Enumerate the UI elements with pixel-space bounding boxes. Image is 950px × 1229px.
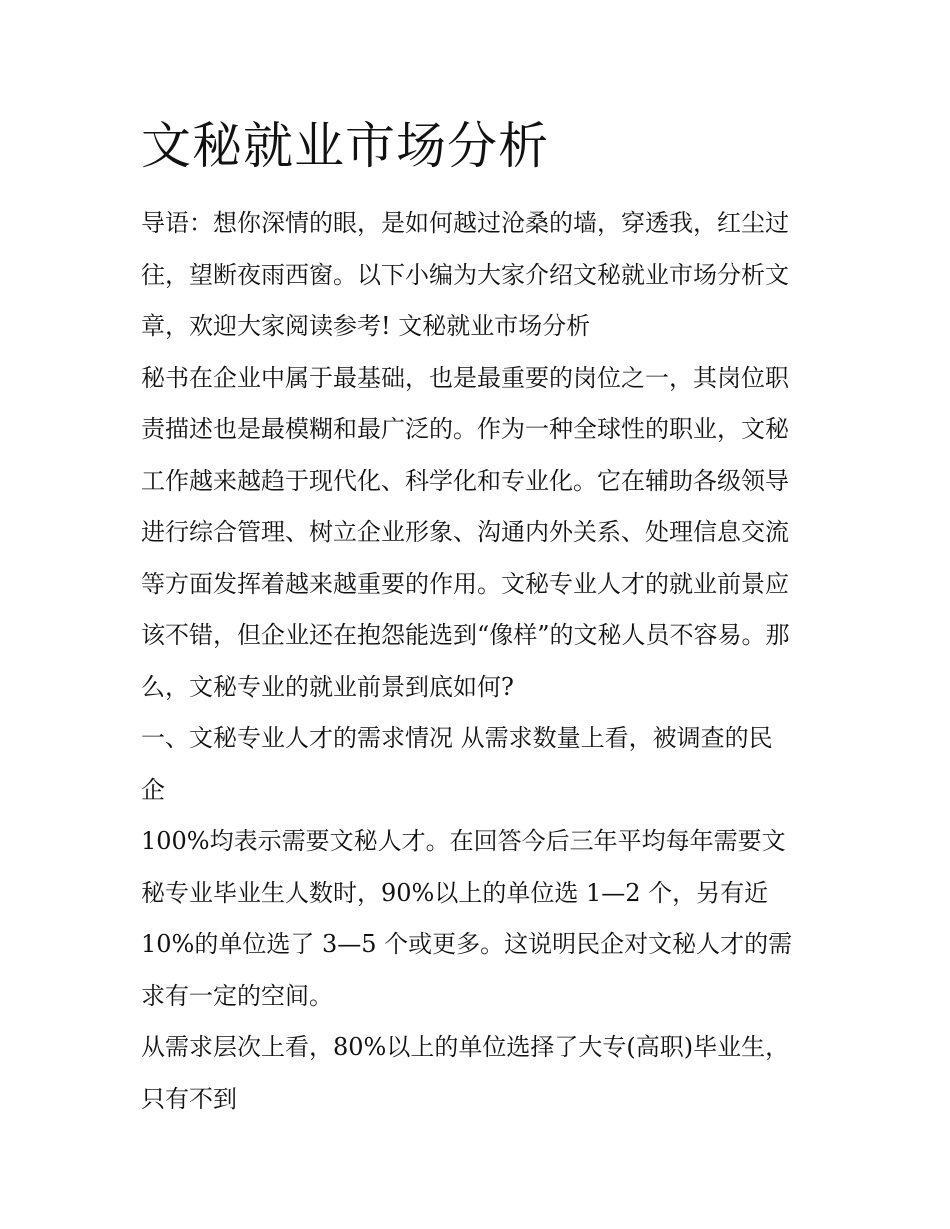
paragraph-line: 只有不到 xyxy=(141,1084,237,1113)
intro-paragraph xyxy=(141,198,816,353)
paragraph-line: 导语：想你深情的眼，是如何越过沧桑的墙，穿透我，红尘过 xyxy=(141,209,789,237)
paragraph-line: 该不错，但企业还在抱怨能选到“像样”的文秘人员不容易。那 xyxy=(141,621,790,649)
demand-quantity-paragraph xyxy=(141,816,816,1022)
paragraph-line: 工作越来越趋于现代化、科学化和专业化。它在辅助各级领导 xyxy=(141,466,789,495)
paragraph-line: 责描述也是最模糊和最广泛的。作为一种全球性的职业，文秘 xyxy=(141,415,789,443)
paragraph-line: 一、文秘专业人才的需求情况 从需求数量上看，被调查的民 xyxy=(141,724,773,752)
paragraph-line: 100%均表示需要文秘人才。在回答今后三年平均每年需要文 xyxy=(141,827,786,855)
paragraph-line: 求有一定的空间。 xyxy=(141,981,333,1010)
paragraph-line: 章，欢迎大家阅读参考! 文秘就业市场分析 xyxy=(141,312,591,340)
paragraph-line: 么，文秘专业的就业前景到底如何? xyxy=(141,672,514,701)
paragraph-line: 企 xyxy=(141,775,165,804)
paragraph-line: 等方面发挥着越来越重要的作用。文秘专业人才的就业前景应 xyxy=(141,569,789,598)
paragraph-line: 进行综合管理、树立企业形象、沟通内外关系、处理信息交流 xyxy=(141,518,789,546)
document-title: 文秘就业市场分析 xyxy=(141,117,549,175)
secretary-overview-paragraph xyxy=(141,353,816,714)
demand-level-paragraph xyxy=(141,1022,816,1125)
document-page xyxy=(141,112,816,1125)
paragraph-line: 秘书在企业中属于最基础，也是最重要的岗位之一，其岗位职 xyxy=(141,363,789,392)
paragraph-line: 秘专业毕业生人数时，90%以上的单位选 1—2 个，另有近 xyxy=(141,878,769,907)
paragraph-line: 10%的单位选了 3—5 个或更多。这说明民企对文秘人才的需 xyxy=(141,930,793,958)
paragraph-line: 从需求层次上看，80%以上的单位选择了大专(高职)毕业生， xyxy=(141,1033,790,1061)
paragraph-line: 往，望断夜雨西窗。以下小编为大家介绍文秘就业市场分析文 xyxy=(141,260,789,289)
section-one-heading-paragraph xyxy=(141,713,816,816)
